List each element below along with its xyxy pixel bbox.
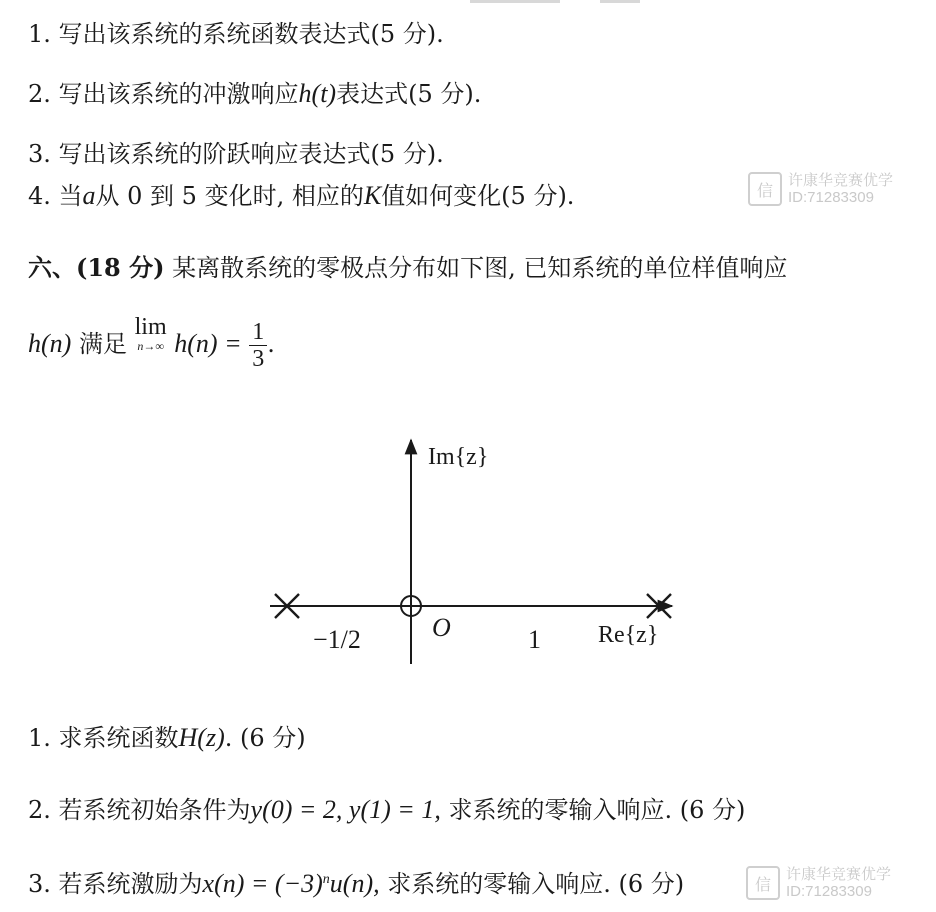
- watermark-bottom-line1: 许康华竞赛优学: [786, 866, 892, 883]
- lim-sub: n→∞: [137, 339, 164, 353]
- top-page-edge: [470, 0, 560, 3]
- part6-q2-prefix: 2. 若系统初始条件为: [28, 796, 251, 824]
- part6-q3-math: x(n) = (−3): [202, 869, 323, 898]
- origin-label: O: [432, 613, 451, 642]
- watermark-bottom: [746, 866, 891, 900]
- part6-q3-suffix: 求系统的零输入响应. (6 分): [387, 870, 685, 898]
- cond-hn: h(n): [28, 329, 72, 358]
- part5-q2-suffix: 表达式(5 分).: [336, 80, 482, 108]
- cond-text: 满足: [78, 330, 127, 358]
- part6-q2-suffix: 求系统的零输入响应. (6 分): [448, 796, 746, 824]
- part5-q1-text: 1. 写出该系统的系统函数表达式(5 分).: [28, 20, 444, 48]
- part5-q4-mid: 从 0 到 5 变化时, 相应的: [95, 182, 364, 210]
- part6-question-1: [28, 722, 306, 754]
- part6-header-bold: 六、(18 分): [28, 253, 165, 282]
- watermark: [748, 172, 893, 206]
- part6-header-text: 某离散系统的零极点分布如下图, 已知系统的单位样值响应: [172, 254, 788, 282]
- cond-end: .: [267, 330, 275, 358]
- part6-q3-prefix: 3. 若系统激励为: [28, 870, 203, 898]
- pole-zero-marks: [275, 594, 671, 618]
- part5-q4-suffix: 值如何变化(5 分).: [381, 182, 575, 210]
- fraction: [249, 319, 267, 372]
- part6-q3-sup: n: [322, 872, 330, 887]
- part6-question-3: [28, 864, 684, 900]
- part5-q4-a: a: [82, 181, 96, 210]
- frac-den: 3: [252, 346, 265, 372]
- pole-mark: [647, 594, 671, 618]
- part6-q3-math2: u(n),: [329, 869, 380, 898]
- cond-hn2: h(n) =: [174, 329, 242, 358]
- frac-num: 1: [249, 319, 267, 346]
- part5-question-3: [28, 138, 444, 170]
- part5-q3-text: 3. 写出该系统的阶跃响应表达式(5 分).: [28, 140, 444, 168]
- part5-q2-prefix: 2. 写出该系统的冲激响应: [28, 80, 299, 108]
- top-page-edge-2: [600, 0, 640, 3]
- watermark-line2: ID:71283309: [788, 189, 874, 206]
- pole-label-one: 1: [528, 625, 541, 654]
- watermark-bottom-logo-icon: 信: [746, 866, 780, 900]
- pole-label-neg-half: −1/2: [313, 625, 361, 654]
- part5-q2-math: h(t): [298, 79, 337, 108]
- zero-mark: [401, 596, 421, 616]
- part6-q1-suffix: . (6 分): [224, 724, 306, 752]
- watermark-bottom-line2: ID:71283309: [786, 883, 872, 900]
- part6-q1-prefix: 1. 求系统函数: [28, 724, 179, 752]
- part5-question-2: [28, 78, 481, 110]
- part6-q1-math: H(z): [178, 723, 225, 752]
- part6-condition: [28, 314, 275, 374]
- part5-question-1: [28, 18, 444, 50]
- part6-header: [28, 252, 787, 284]
- limit-operator: [135, 314, 167, 352]
- part6-q2-math: y(0) = 2, y(1) = 1,: [250, 795, 441, 824]
- re-axis-label: Re{z}: [598, 622, 659, 648]
- part5-q4-prefix: 4. 当: [28, 182, 83, 210]
- watermark-line1: 许康华竞赛优学: [788, 172, 894, 189]
- watermark-logo-icon: 信: [748, 172, 782, 206]
- part6-question-2: [28, 794, 745, 826]
- pole-mark: [275, 594, 299, 618]
- part5-question-4: [28, 180, 574, 212]
- im-axis-label: Im{z}: [428, 444, 489, 470]
- lim-word: lim: [134, 314, 167, 340]
- part5-q4-K: K: [363, 181, 382, 210]
